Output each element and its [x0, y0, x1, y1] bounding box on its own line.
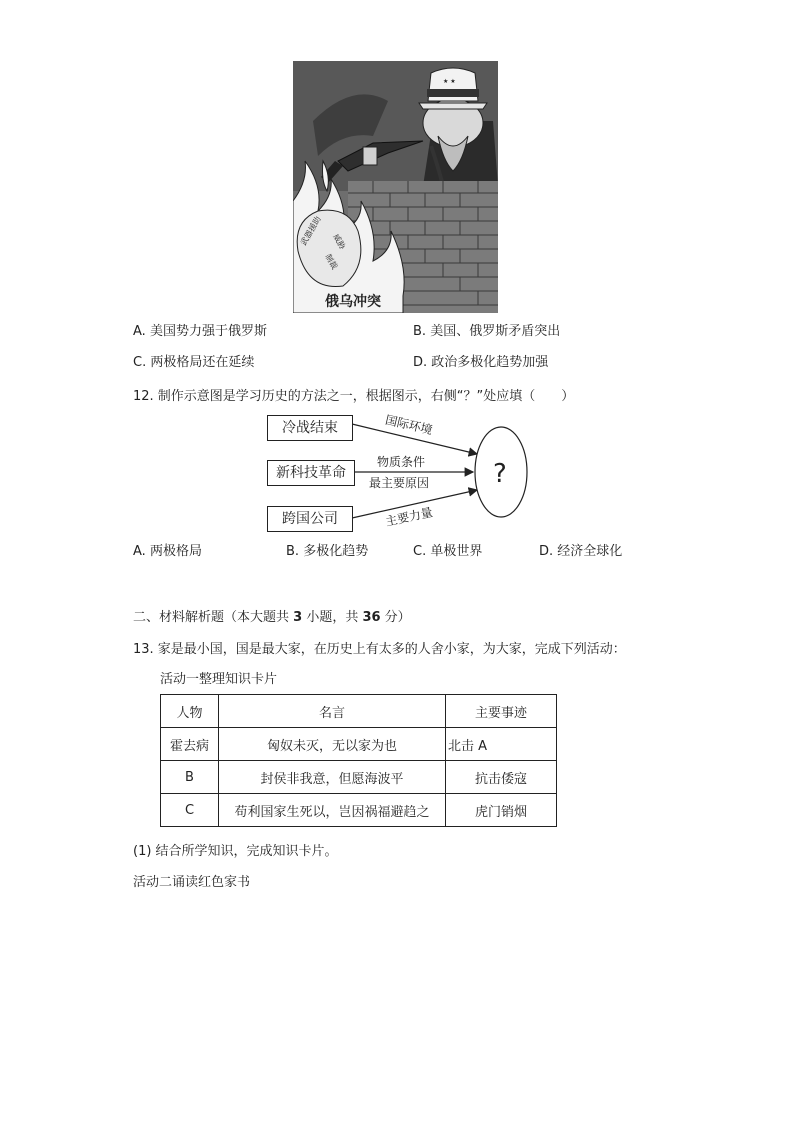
option-text: 单极世界 — [430, 544, 483, 559]
table-cell: 匈奴未灭，无以家为也 — [219, 728, 446, 761]
q11-option-c[interactable] — [133, 354, 254, 372]
activity-two-title: 活动二诵读红色家书 — [133, 875, 251, 890]
table-row — [161, 761, 557, 794]
section-score: 36 — [362, 610, 381, 625]
q11-option-d[interactable] — [413, 354, 548, 372]
q12-stem: 12. 制作示意图是学习历史的方法之一，根据图示，右侧“？”处应填（ ） — [133, 389, 575, 404]
q11-option-b[interactable] — [413, 323, 560, 341]
box-multinational: 跨国公司 — [267, 506, 353, 532]
box-cold-war-end: 冷战结束 — [267, 415, 353, 441]
option-text: 两极格局 — [149, 544, 202, 559]
activity-one-title: 活动一整理知识卡片 — [160, 672, 278, 687]
q12-option-c[interactable] — [413, 543, 482, 561]
table-cell: 苟利国家生死以，岂因祸福避趋之 — [219, 794, 446, 827]
box-tech-revolution: 新科技革命 — [267, 460, 355, 486]
sack-label: 武器援助 — [298, 214, 323, 247]
table-cell: 霍去病 — [161, 728, 219, 761]
q12-option-d[interactable] — [539, 543, 622, 561]
option-text: 两极格局还在延续 — [150, 355, 255, 370]
knowledge-card-table — [160, 694, 557, 827]
header-cell: 名言 — [219, 695, 446, 728]
section-suffix: 分） — [380, 610, 411, 625]
question-mark: ? — [493, 459, 507, 489]
option-text: 经济全球化 — [557, 544, 623, 559]
option-text: 美国、俄罗斯矛盾突出 — [430, 324, 561, 339]
option-letter: C. — [133, 355, 147, 370]
q13-sub1: (1) 结合所学知识，完成知识卡片。 — [133, 844, 338, 859]
option-text: 政治多极化趋势加强 — [431, 355, 549, 370]
option-text: 多极化趋势 — [303, 544, 369, 559]
section-middle: 小题，共 — [302, 610, 363, 625]
option-letter: B. — [413, 324, 427, 339]
svg-text:★ ★: ★ ★ — [443, 78, 456, 85]
section-heading — [133, 606, 411, 625]
label-material: 物质条件 — [377, 455, 426, 469]
option-letter: D. — [413, 355, 428, 370]
label-main-reason: 最主要原因 — [369, 476, 430, 490]
table-cell: B — [161, 761, 219, 794]
option-letter: D. — [539, 544, 554, 559]
table-cell: 抗击倭寇 — [446, 761, 557, 794]
header-cell: 人物 — [161, 695, 219, 728]
section-count: 3 — [293, 610, 303, 625]
cartoon-image — [293, 61, 498, 313]
table-cell: 北击 A — [446, 728, 557, 761]
option-letter: C. — [413, 544, 427, 559]
q12-option-a[interactable] — [133, 543, 202, 561]
option-text: 美国势力强于俄罗斯 — [149, 324, 267, 339]
cartoon-caption: 俄乌冲突 — [325, 294, 381, 310]
table-cell: C — [161, 794, 219, 827]
q11-option-a[interactable] — [133, 323, 267, 341]
label-international: 国际环境 — [383, 412, 434, 438]
table-row — [161, 728, 557, 761]
label-main-force: 主要力量 — [384, 505, 435, 529]
header-cell: 主要事迹 — [446, 695, 557, 728]
table-cell: 虎门销烟 — [446, 794, 557, 827]
q12-option-b[interactable] — [286, 543, 368, 561]
table-row — [161, 794, 557, 827]
table-header-row — [161, 695, 557, 728]
section-prefix: 二、材料解析题（本大题共 — [133, 610, 294, 625]
sack-label: 制裁 — [323, 252, 340, 271]
option-letter: A. — [133, 324, 146, 339]
q13-stem: 13. 家是最小国，国是最大家，在历史上有太多的人舍小家，为大家，完成下列活动： — [133, 642, 626, 657]
option-letter: A. — [133, 544, 146, 559]
sack-label: 威胁 — [331, 232, 348, 251]
q12-diagram — [265, 410, 530, 538]
table-cell: 封侯非我意，但愿海波平 — [219, 761, 446, 794]
option-letter: B. — [286, 544, 300, 559]
